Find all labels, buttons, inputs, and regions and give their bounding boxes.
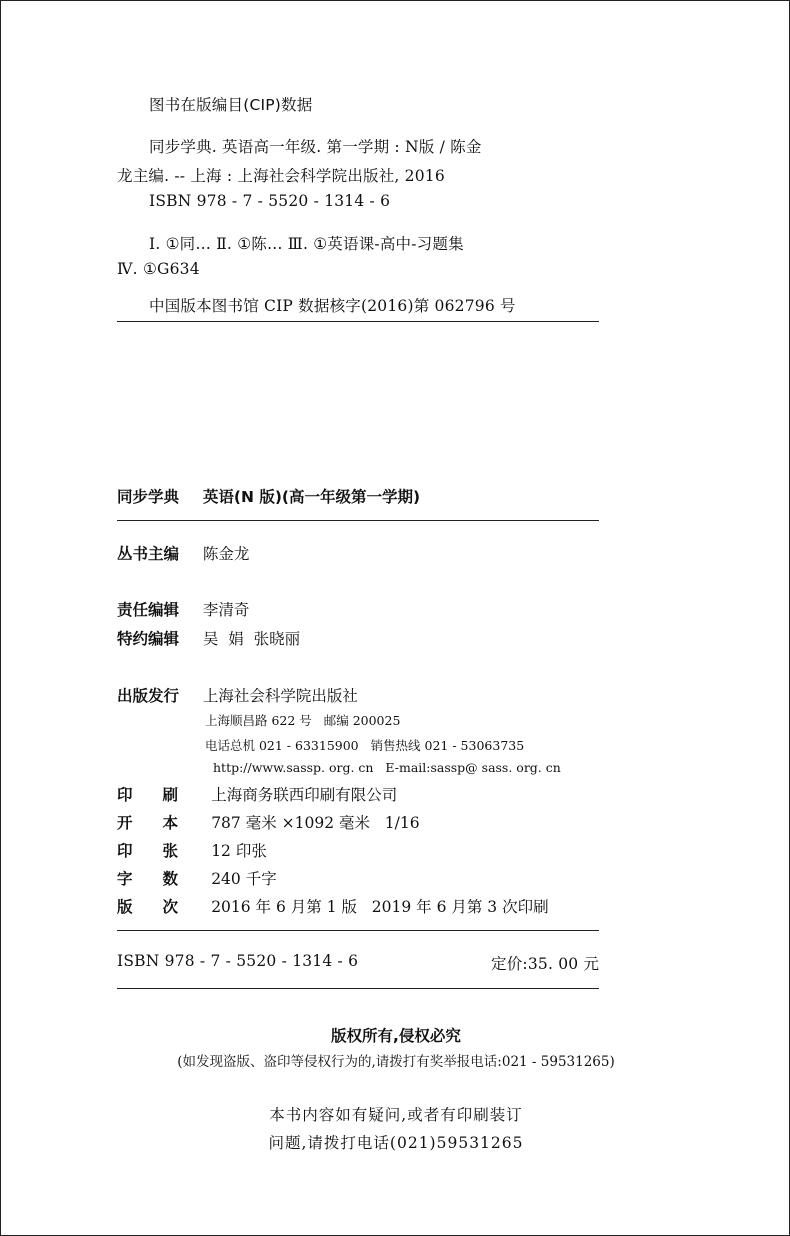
responsible-editor-value: 李清奇 <box>202 601 250 619</box>
cip-line-6: 中国版本图书馆 CIP 数据核字(2016)第 062796 号 <box>149 297 516 315</box>
publisher-label: 出版发行 <box>117 687 180 705</box>
book-title-row <box>117 485 420 507</box>
spec-value: 上海商务联西印刷有限公司 <box>211 786 398 804</box>
spec-printing-row <box>117 783 397 805</box>
spec-value: 240 千字 <box>211 870 277 888</box>
responsible-editor-label: 责任编辑 <box>117 601 180 619</box>
spec-label: 版次 <box>117 898 209 916</box>
chief-editor-label: 丛书主编 <box>117 545 180 563</box>
contact-line-2: 问题,请拨打电话(021)59531265 <box>268 1134 524 1152</box>
price: 定价:35. 00 元 <box>491 955 600 973</box>
spec-label: 开本 <box>117 814 209 832</box>
copyright-note: (如发现盗版、盗印等侵权行为的,请拨打有奖举报电话:021 - 59531265) <box>177 1054 615 1070</box>
chief-editor-row <box>117 542 249 564</box>
divider <box>117 520 599 521</box>
spec-label: 字数 <box>117 870 209 888</box>
spec-edition-row <box>117 895 549 917</box>
spec-words-row <box>117 867 277 889</box>
cip-heading: 图书在版编目(CIP)数据 <box>149 96 313 114</box>
cip-line-1: 同步学典. 英语高一年级. 第一学期 : N版 / 陈金 <box>149 138 482 156</box>
divider <box>117 930 599 931</box>
publisher-name: 上海社会科学院出版社 <box>202 687 358 705</box>
publisher-web: http://www.sassp. org. cn E-mail:sassp@ sass. org. cn <box>213 760 561 775</box>
responsible-editor-row <box>117 598 249 620</box>
book-title: 英语(N 版)(高一年级第一学期) <box>202 488 421 506</box>
cip-line-2: 龙主编. -- 上海 : 上海社会科学院出版社, 2016 <box>117 167 445 185</box>
special-editor-row <box>117 627 300 649</box>
spec-format-row <box>117 811 420 833</box>
publisher-address: 上海顺昌路 622 号 邮编 200025 <box>205 713 401 728</box>
spec-value: 2016 年 6 月第 1 版 2019 年 6 月第 3 次印刷 <box>211 898 549 916</box>
spec-value: 787 毫米 ×1092 毫米 1/16 <box>211 814 420 832</box>
copyright-heading: 版权所有,侵权必究 <box>331 1027 461 1045</box>
series-label: 同步学典 <box>117 488 180 506</box>
publisher-row <box>117 684 358 706</box>
spec-label: 印张 <box>117 842 209 860</box>
cip-line-3: ISBN 978 - 7 - 5520 - 1314 - 6 <box>149 192 391 210</box>
cip-line-4: Ⅰ. ①同… Ⅱ. ①陈… Ⅲ. ①英语课-高中-习题集 <box>149 235 464 253</box>
spec-value: 12 印张 <box>211 842 267 860</box>
spec-label: 印刷 <box>117 786 209 804</box>
contact-line-1: 本书内容如有疑问,或者有印刷装订 <box>269 1106 523 1124</box>
cip-line-5: Ⅳ. ①G634 <box>117 260 200 278</box>
publisher-phones: 电话总机 021 - 63315900 销售热线 021 - 53063735 <box>205 738 525 753</box>
chief-editor-value: 陈金龙 <box>202 545 250 563</box>
special-editor-label: 特约编辑 <box>117 630 180 648</box>
spec-sheets-row <box>117 839 267 861</box>
divider <box>117 321 599 322</box>
isbn-bottom: ISBN 978 - 7 - 5520 - 1314 - 6 <box>117 952 359 970</box>
special-editor-value: 吴 娟 张晓丽 <box>202 630 301 648</box>
divider <box>117 988 599 989</box>
